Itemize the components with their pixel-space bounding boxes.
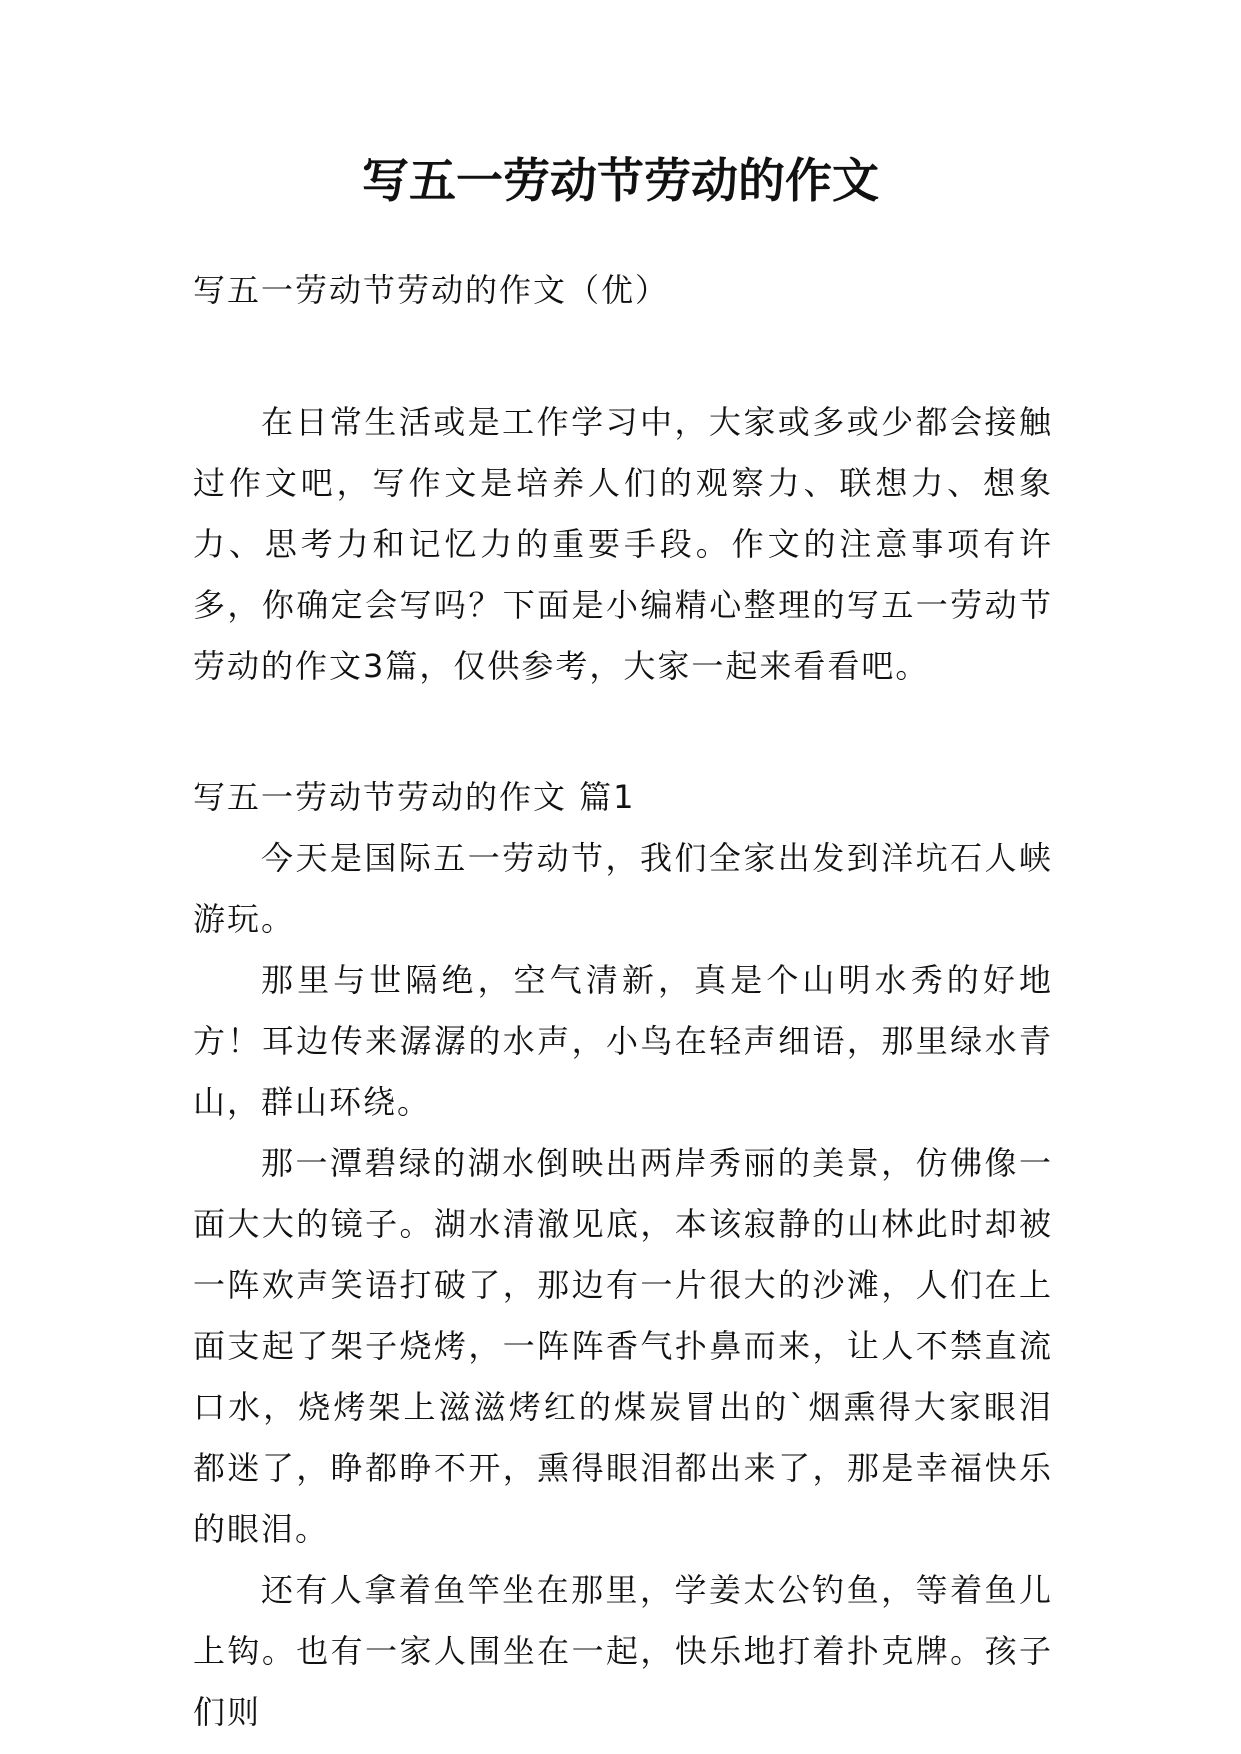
section-heading: 写五一劳动节劳动的作文 篇1 bbox=[193, 778, 636, 816]
body-paragraph: 那里与世隔绝，空气清新，真是个山明水秀的好地方！耳边传来潺潺的水声，小鸟在轻声细语，那里绿水青山，群山环绕。 bbox=[193, 961, 1053, 1121]
document-title: 写五一劳动节劳动的作文 bbox=[362, 154, 879, 209]
document-body bbox=[193, 260, 1053, 1743]
body-paragraph: 那一潭碧绿的湖水倒映出两岸秀丽的美景，仿佛像一面大大的镜子。湖水清澈见底，本该寂静的山林此时却被一阵欢声笑语打破了，那边有一片很大的沙滩，人们在上面支起了架子烧烤，一阵阵香气扑鼻而来，让人不禁直流口水，烧烤架上滋滋烤红的煤炭冒出的`烟熏得大家眼泪都迷了，睁都睁不开，熏得眼泪都出来了，那是幸福快乐的眼泪。 bbox=[193, 1144, 1053, 1548]
intro-paragraph: 在日常生活或是工作学习中，大家或多或少都会接触过作文吧，写作文是培养人们的观察力、联想力、想象力、思考力和记忆力的重要手段。作文的注意事项有许多，你确定会写吗？下面是小编精心整理的写五一劳动节劳动的作文3篇，仅供参考，大家一起来看看吧。 bbox=[193, 403, 1053, 685]
body-paragraph: 今天是国际五一劳动节，我们全家出发到洋坑石人峡游玩。 bbox=[193, 839, 1053, 938]
document-subtitle: 写五一劳动节劳动的作文（优） bbox=[193, 271, 670, 309]
body-paragraph: 还有人拿着鱼竿坐在那里，学姜太公钓鱼，等着鱼儿上钩。也有一家人围坐在一起，快乐地打着扑克牌。孩子们则 bbox=[193, 1571, 1053, 1731]
